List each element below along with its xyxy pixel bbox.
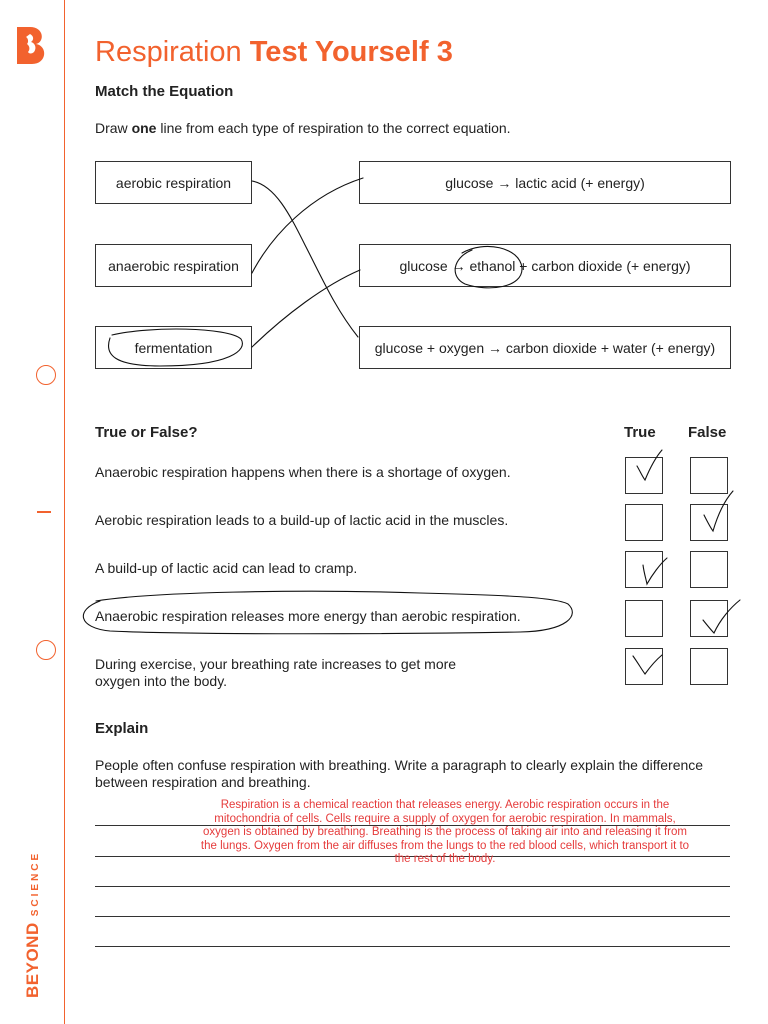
explain-heading: Explain [95,720,149,737]
left-box-anaerobic[interactable]: anaerobic respiration [95,244,252,287]
left-box-fermentation[interactable]: fermentation [95,326,252,369]
right-box-water[interactable]: glucose + oxygen → carbon dioxide + water (+ energy) [359,326,731,369]
checkbox-false-5[interactable] [690,648,728,685]
margin-line [64,0,65,1024]
checkbox-true-4[interactable] [625,600,663,637]
beyond-logo-icon [14,24,50,66]
page-title-light: Respiration [95,36,242,68]
instruction-bold: one [131,120,157,136]
writing-line [95,916,730,917]
tf-heading: True or False? [95,424,198,441]
writing-line [95,886,730,887]
checkbox-false-1[interactable] [690,457,728,494]
checkbox-false-2[interactable] [690,504,728,541]
instruction-post: line from each type of respiration to the correct equation. [156,120,511,136]
checkbox-true-2[interactable] [625,504,663,541]
page-title [95,36,453,69]
checkbox-false-3[interactable] [690,551,728,588]
writing-line [95,946,730,947]
explain-prompt-line2: between respiration and breathing. [95,774,311,790]
checkbox-true-1[interactable] [625,457,663,494]
right-box-ethanol[interactable]: glucose → ethanol + carbon dioxide (+ energy) [359,244,731,287]
instruction-pre: Draw [95,120,132,136]
binder-hole [36,365,56,385]
match-line [252,270,360,347]
explain-answer-text[interactable]: Respiration is a chemical reaction that releases energy. Aerobic respiration occurs in the mitochondria of cells. Cells require a supply of oxygen for aerobic respiration. In mammals, oxygen is obtained by breathing. Breathing is the process of taking air into and releasing it from the lungs. Oxygen from the air diffuses from the lungs to the red blood cells, which transport it to the rest of the body. [200,799,690,865]
checkbox-true-3[interactable] [625,551,663,588]
tf-statement: Anaerobic respiration happens when there is a shortage of oxygen. [95,464,511,480]
right-box-lactic[interactable]: glucose → lactic acid (+ energy) [359,161,731,204]
match-line [252,178,363,273]
tf-col-true: True [624,424,656,441]
brand-word-beyond: BEYOND [23,922,42,998]
tf-col-false: False [688,424,727,441]
tf-statement: Aerobic respiration leads to a build-up of lactic acid in the muscles. [95,512,509,528]
binder-hole [36,640,56,660]
brand-wordmark [23,851,43,998]
explain-prompt: People often confuse respiration with breathing. Write a paragraph to clearly explain the difference [95,757,704,773]
checkbox-false-4[interactable] [690,600,728,637]
tf-statement: A build-up of lactic acid can lead to cramp. [95,560,358,576]
fold-mark [37,511,51,513]
checkbox-true-5[interactable] [625,648,663,685]
tf-statement: Anaerobic respiration releases more energy than aerobic respiration. [95,608,521,624]
match-instruction [95,120,511,136]
tf-statement: During exercise, your breathing rate increases to get more [95,656,457,672]
brand-word-science: SCIENCE [30,850,41,917]
page-title-bold: Test Yourself 3 [249,36,453,68]
tf-statement-line2: oxygen into the body. [95,673,228,689]
left-box-aerobic[interactable]: aerobic respiration [95,161,252,204]
match-line [252,181,358,337]
match-heading: Match the Equation [95,83,234,100]
